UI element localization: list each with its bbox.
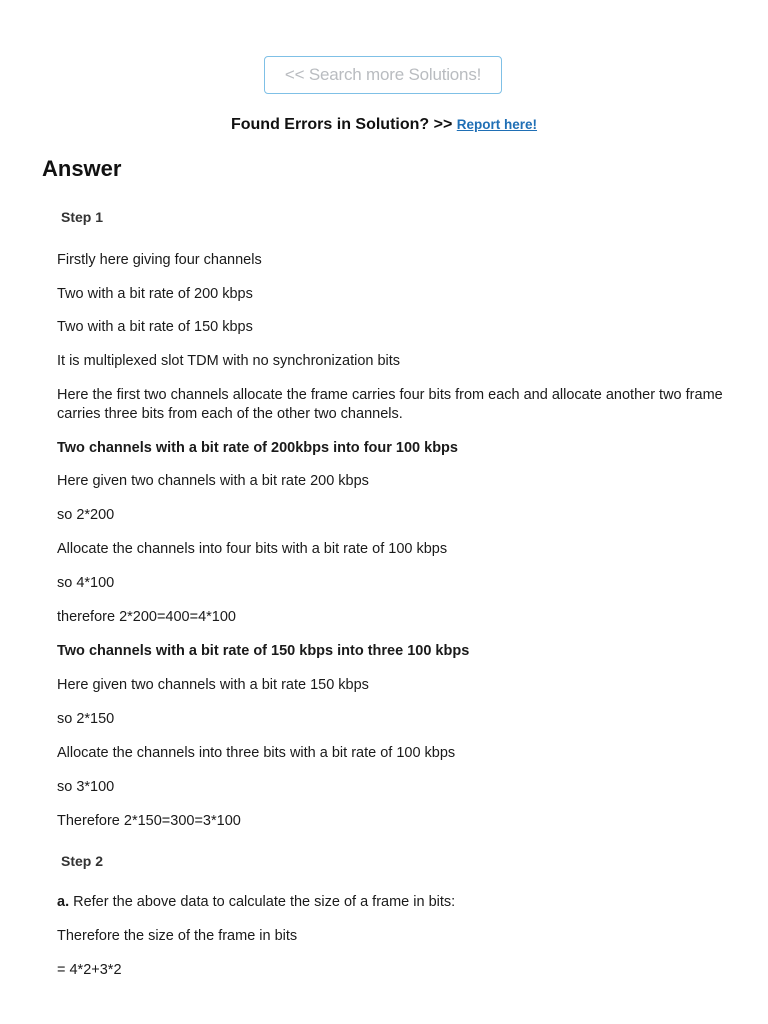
report-here-link[interactable]: Report here! <box>456 117 538 132</box>
step1-line: so 2*200 <box>57 507 115 523</box>
step1-line: Here given two channels with a bit rate 200 kbps <box>57 473 369 489</box>
found-errors-text: Found Errors in Solution? >> <box>230 116 453 133</box>
part-a-text: Refer the above data to calculate the size of a frame in bits: <box>69 894 456 910</box>
found-errors-line <box>0 116 768 134</box>
step1-line: Therefore 2*150=300=3*100 <box>57 813 241 829</box>
step1-line: therefore 2*200=400=4*100 <box>57 609 236 625</box>
step1-subheading: Two channels with a bit rate of 200kbps into four 100 kbps <box>57 440 458 456</box>
step1-line: Firstly here giving four channels <box>57 252 262 268</box>
step1-line: It is multiplexed slot TDM with no synchronization bits <box>57 353 401 369</box>
step1-line: Here given two channels with a bit rate 150 kbps <box>57 677 369 693</box>
step2-line: Therefore the size of the frame in bits <box>57 928 298 944</box>
step2-part-a <box>57 893 727 912</box>
step1-line: so 4*100 <box>57 575 115 591</box>
step1-line: Two with a bit rate of 200 kbps <box>57 286 253 302</box>
step-2-label: Step 2 <box>61 853 104 869</box>
search-more-solutions-button[interactable]: << Search more Solutions! <box>264 56 502 94</box>
step1-line: Allocate the channels into three bits with a bit rate of 100 kbps <box>57 745 456 761</box>
step1-paragraph: Here the first two channels allocate the frame carries four bits from each and allocate another two frame carries three bits from each of the other two channels. <box>57 387 723 422</box>
step1-line: so 2*150 <box>57 711 115 727</box>
answer-heading: Answer <box>42 156 122 181</box>
step-1-label: Step 1 <box>61 209 104 225</box>
step1-line: so 3*100 <box>57 779 115 795</box>
step1-subheading: Two channels with a bit rate of 150 kbps into three 100 kbps <box>57 643 470 659</box>
step1-line: Two with a bit rate of 150 kbps <box>57 319 253 335</box>
step2-line: = 4*2+3*2 <box>57 962 122 978</box>
step1-line: Allocate the channels into four bits with a bit rate of 100 kbps <box>57 541 448 557</box>
part-a-label: a. <box>57 894 70 910</box>
